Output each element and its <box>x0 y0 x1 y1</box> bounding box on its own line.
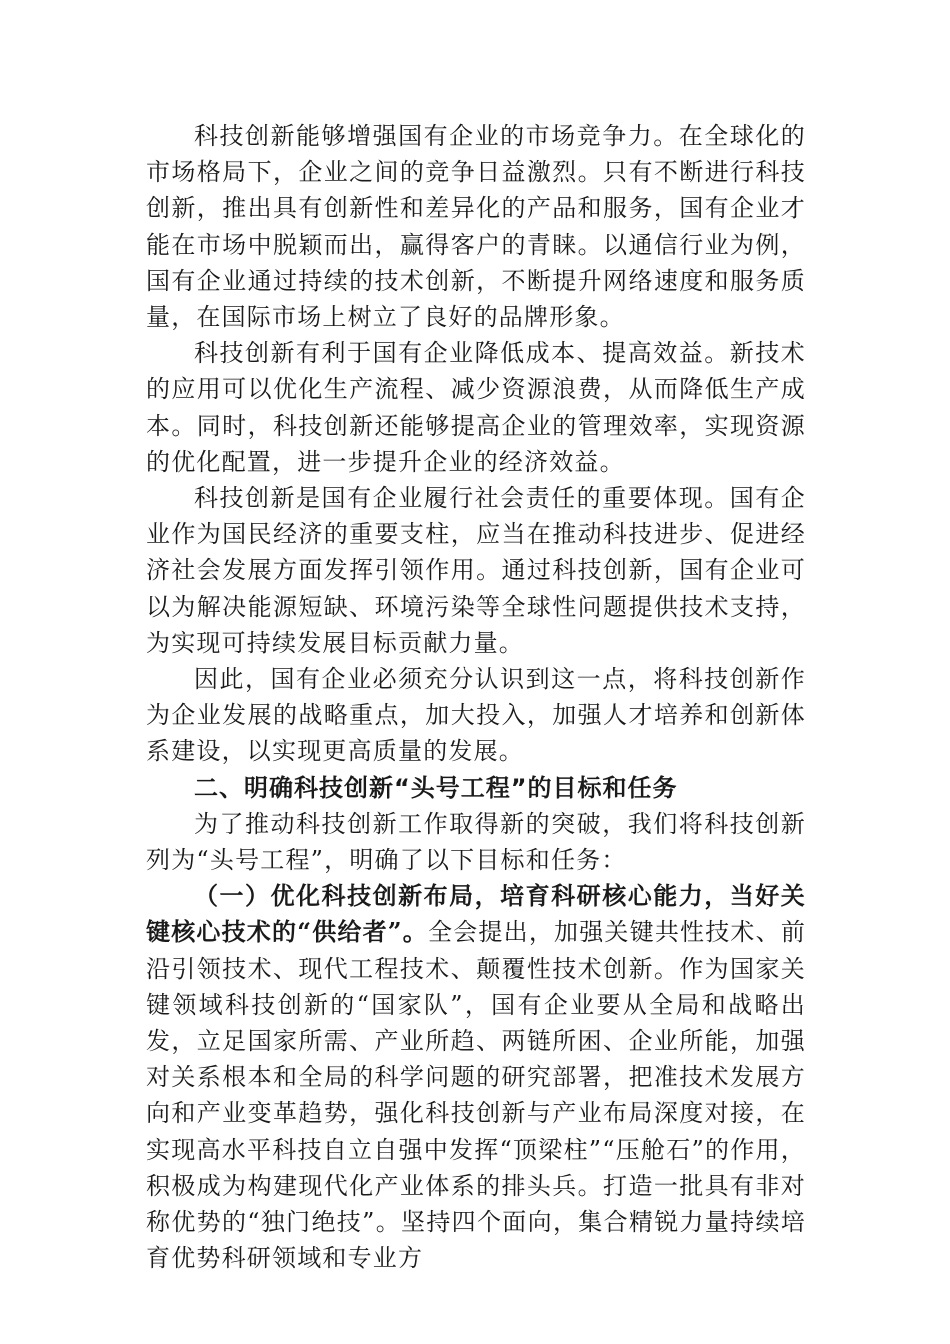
paragraph-task-one <box>146 878 806 1276</box>
paragraph-market-competitiveness: 科技创新能够增强国有企业的市场竞争力。在全球化的市场格局下，企业之间的竞争日益激烈。只有不断进行科技创新，推出具有创新性和差异化的产品和服务，国有企业才能在市场中脱颖而出，赢得客户的青睐。以通信行业为例，国有企业通过持续的技术创新，不断提升网络速度和服务质量，在国际市场上树立了良好的品牌形象。 <box>146 122 806 332</box>
paragraph-intro: 为了推动科技创新工作取得新的突破，我们将科技创新列为“头号工程”，明确了以下目标和任务： <box>146 809 806 875</box>
paragraph-social-responsibility: 科技创新是国有企业履行社会责任的重要体现。国有企业作为国民经济的重要支柱，应当在推动科技进步、促进经济社会发展方面发挥引领作用。通过科技创新，国有企业可以为解决能源短缺、环境污染等全球性问题提供技术支持，为实现可持续发展目标贡献力量。 <box>146 484 806 657</box>
task-one-body: 全会提出，加强关键共性技术、前沿引领技术、现代工程技术、颠覆性技术创新。作为国家关键领域科技创新的“国家队”，国有企业要从全局和战略出发，立足国家所需、产业所趋、两链所困、企业所能，加强对关系根本和全局的科学问题的研究部署，把准技术发展方向和产业变革趋势，强化科技创新与产业布局深度对接，在实现高水平科技自立自强中发挥“顶梁柱”“压舱石”的作用，积极成为构建现代化产业体系的排头兵。打造一批具有非对称优势的“独门绝技”。坚持四个面向，集合精锐力量持续培育优势科研领域和专业方 <box>146 918 807 1273</box>
document-body <box>146 118 806 1277</box>
paragraph-cost-efficiency: 科技创新有利于国有企业降低成本、提高效益。新技术的应用可以优化生产流程、减少资源浪费，从而降低生产成本。同时，科技创新还能够提高企业的管理效率，实现资源的优化配置，进一步提升企业的经济效益。 <box>146 339 806 476</box>
task-one-lead: （一）优化科技创新布局，培育科研核心能力，当好关键核心技术的“供给者”。 <box>146 881 806 947</box>
paragraph-conclusion: 因此，国有企业必须充分认识到这一点，将科技创新作为企业发展的战略重点，加大投入，加强人才培养和创新体系建设，以实现更高质量的发展。 <box>146 665 806 766</box>
section-heading: 二、明确科技创新“头号工程”的目标和任务 <box>194 773 678 802</box>
